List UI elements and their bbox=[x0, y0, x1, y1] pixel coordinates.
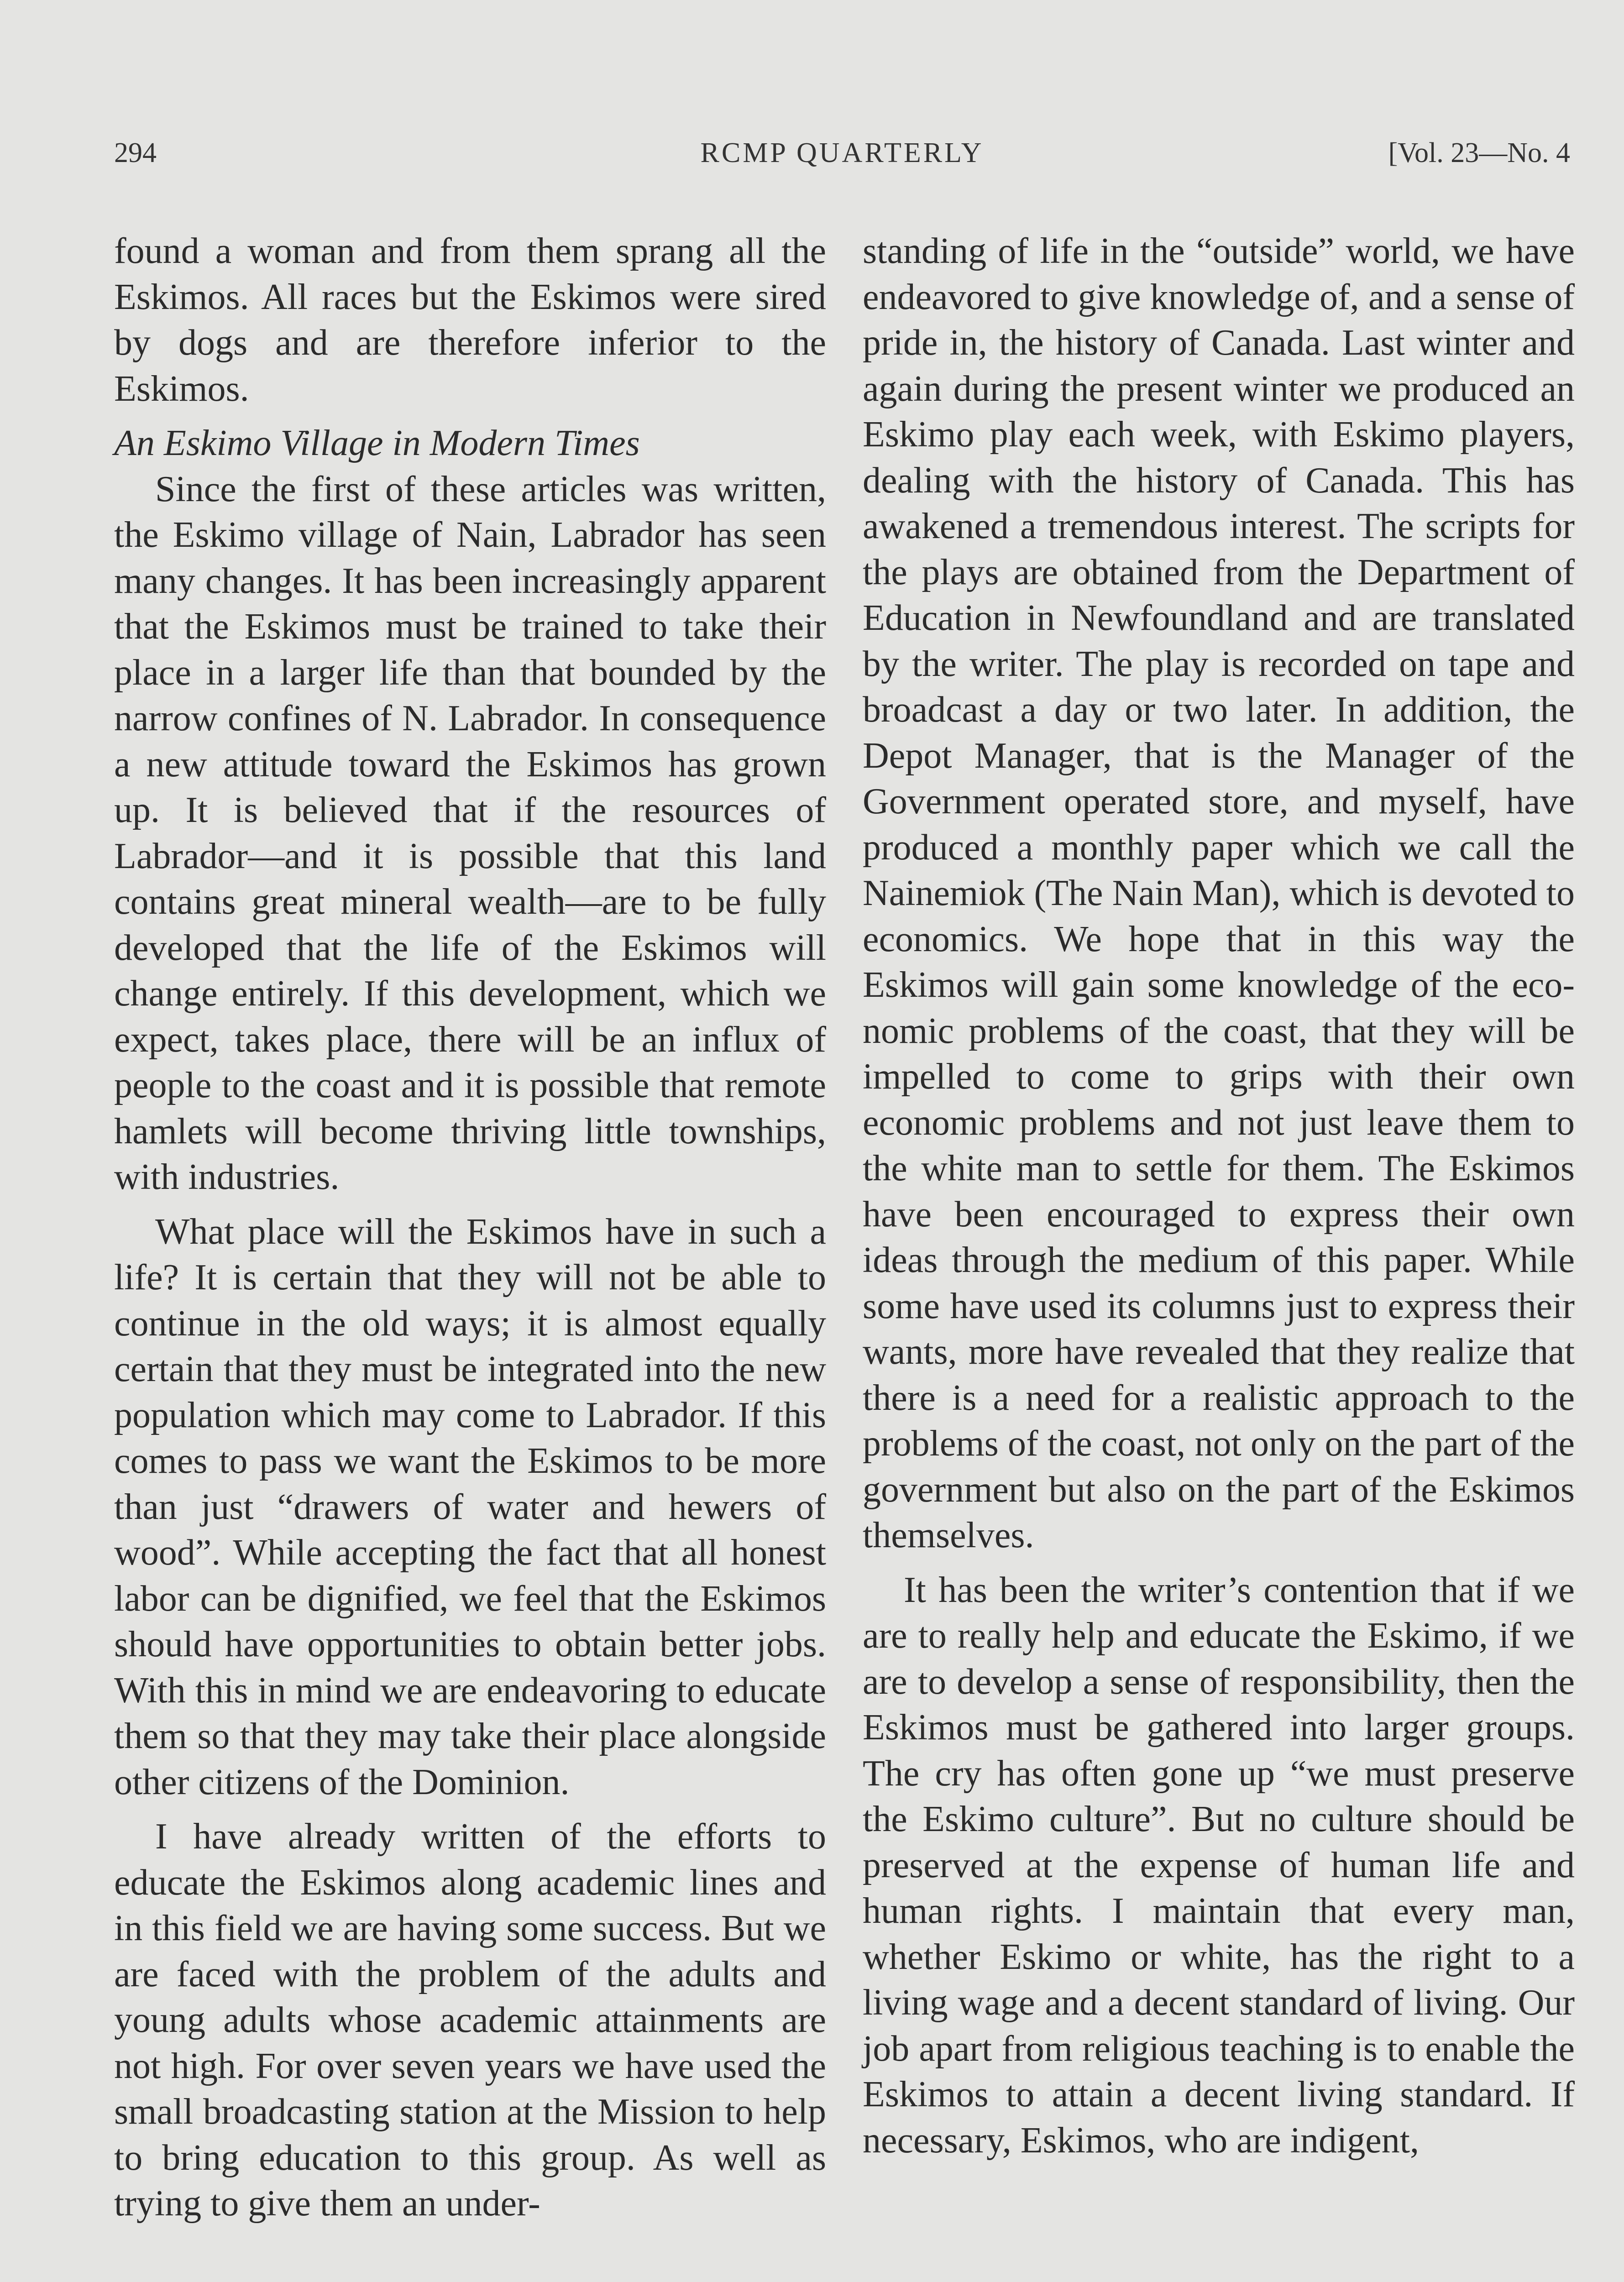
section-subheading: An Eskimo Village in Modern Times bbox=[114, 423, 640, 463]
running-head bbox=[114, 137, 1570, 187]
issue-label: [Vol. 23—No. 4 bbox=[1388, 137, 1570, 168]
paragraph: What place will the Eskimos have in such a life? It is certain that they will not be able to continue in the old ways; it is almost equally certain that they must be integrated into the new population which may come to Labrador. If this comes to pass we want the Eskimos to be more than just “drawers of water and hewers of wood”. While accepting the fact that all honest labor can be dignified, we feel that the Eskimos should have opportunities to obtain better jobs. With this in mind we are endeavoring to educate them so that they may take their place alongside other citizens of the Dominion. bbox=[114, 1211, 826, 1802]
paragraph-continuation: found a woman and from them sprang all the Eskimos. All races but the Eskimos were sired by dogs and are therefore inferior to the Eskimos. bbox=[114, 231, 826, 409]
paragraph: I have already written of the efforts to educate the Eskimos along academic lines and in this field we are having some success. But we are faced with the problem of the adults and young adults whose academic attainments are not high. For over seven years we have used the small broadcasting station at the Mission to help to bring education to this group. As well as trying to give them an under- bbox=[114, 1816, 826, 2224]
journal-title: RCMP QUARTERLY bbox=[700, 137, 984, 168]
right-column bbox=[863, 228, 1575, 2163]
paragraph: Since the first of these articles was written, the Eskimo village of Nain, Labrador has seen many changes. It has been increasingly apparent that the Eskimos must be trained to take their place in a larger life than that bounded by the narrow confines of N. Labrador. In consequence a new attitude toward the Eskimos has grown up. It is believed that if the resources of Labrador—and it is possible that this land contains great mineral wealth—are to be fully developed that the life of the Eskimos will change entirely. If this development, which we expect, takes place, there will be an influx of people to the coast and it is possible that remote hamlets will become thriving little townships, with industries. bbox=[114, 469, 826, 1197]
page-number: 294 bbox=[114, 137, 157, 168]
paragraph: It has been the writer’s contention that if we are to really help and educate the Eskimo, if we are to develop a sense of responsibility, then the Eskimos must be gathered into larger groups. The cry has often gone up “we must preserve the Eskimo culture”. But no culture should be preserved at the expense of human life and human rights. I maintain that every man, whether Eskimo or white, has the right to a living wage and a decent standard of living. Our job apart from religious teaching is to enable the Eskimos to attain a decent living standard. If necessary, Eskimos, who are indigent, bbox=[863, 1570, 1575, 2161]
left-column bbox=[114, 228, 826, 2227]
paragraph-continuation: standing of life in the “outside” world, we have endeavored to give knowledge of, and a sense of pride in, the history of Canada. Last winter and again during the present winter we produced an Eskimo play each week, with Eskimo players, dealing with the history of Canada. This has awakened a tremendous interest. The scripts for the plays are obtained from the Department of Education in Newfoundland and are translated by the writer. The play is recorded on tape and broadcast a day or two later. In addition, the Depot Manager, that is the Manager of the Government operated store, and myself, have produced a monthly paper which we call the Nainemiok (The Nain Man), which is devoted to economics. We hope that in this way the Eskimos will gain some knowledge of the economic problems of the coast, that they will be impelled to come to grips with their own economic problems and not just leave them to the white man to settle for them. The Eskimos have been encouraged to express their own ideas through the medium of this paper. While some have used its columns just to express their wants, more have revealed that they realize that there is a need for a realistic approach to the problems of the coast, not only on the part of the government but also on the part of the Eskimos themselves. bbox=[863, 231, 1575, 1555]
